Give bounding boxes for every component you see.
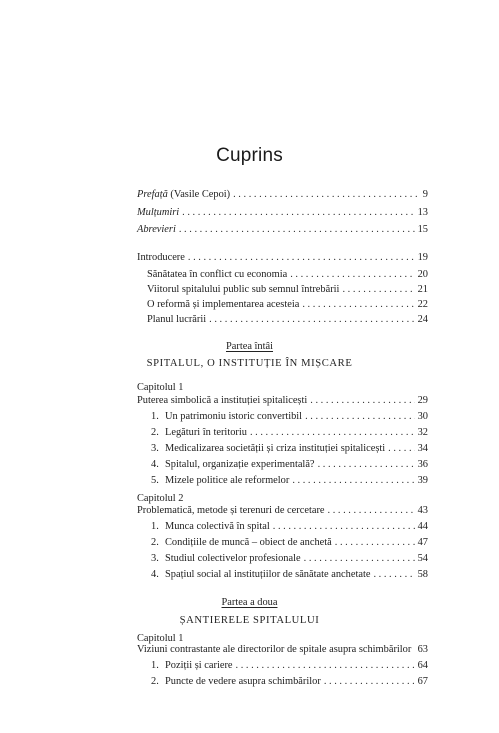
- item-number: 1.: [151, 521, 159, 532]
- page-title: Cuprins: [216, 145, 283, 166]
- leader-dots: [292, 474, 414, 488]
- toc-page-number: 21: [417, 284, 428, 295]
- toc-subentry[interactable]: [151, 474, 428, 488]
- leader-dots: [302, 298, 414, 312]
- part-label: Partea a doua: [221, 597, 278, 608]
- toc-subentry[interactable]: [151, 659, 428, 673]
- toc-subentry[interactable]: [151, 426, 428, 440]
- leader-dots: [290, 268, 414, 282]
- toc-entry-label-suffix: (Vasile Cepoi): [167, 189, 231, 200]
- toc-subentry[interactable]: [147, 298, 428, 312]
- leader-dots: [324, 675, 415, 689]
- chapter-label: Capitolul 1: [137, 633, 184, 644]
- item-number: 1.: [151, 660, 159, 671]
- leader-dots: [335, 536, 415, 550]
- toc-entry-label: Viitorul spitalului public sub semnul întrebării: [147, 284, 340, 295]
- toc-subentry[interactable]: [151, 675, 428, 689]
- toc-entry[interactable]: [137, 206, 428, 220]
- leader-dots: [209, 313, 414, 327]
- toc-entry-label: Sănătatea în conflict cu economia: [147, 269, 288, 280]
- toc-chapter-entry[interactable]: [137, 394, 428, 408]
- toc-entry-label: Planul lucrării: [147, 314, 207, 325]
- toc-page-number: 9: [422, 189, 428, 200]
- toc-page-number: 43: [417, 505, 428, 516]
- item-number: 1.: [151, 411, 159, 422]
- toc-entry-label: Legături în teritoriu: [165, 427, 247, 438]
- item-number: 5.: [151, 475, 159, 486]
- toc-subentry[interactable]: [151, 536, 428, 550]
- toc-page-number: 36: [417, 459, 428, 470]
- toc-entry-label: Puterea simbolică a instituției spitalicești: [137, 395, 308, 406]
- toc-entry-label: Poziții și cariere: [165, 660, 233, 671]
- toc-entry-label: Prefață: [137, 189, 168, 200]
- leader-dots: [182, 206, 414, 220]
- toc-page-number: 13: [417, 207, 428, 218]
- part-label: Partea întâi: [225, 341, 274, 352]
- leader-dots: [328, 504, 415, 518]
- toc-entry-label: Puncte de vedere asupra schimbărilor: [165, 676, 321, 687]
- item-number: 4.: [151, 459, 159, 470]
- toc-subentry[interactable]: [151, 458, 428, 472]
- toc-page-number: 22: [417, 299, 428, 310]
- toc-subentry[interactable]: [151, 442, 428, 456]
- leader-dots: [233, 188, 420, 202]
- toc-page-number: 67: [417, 676, 428, 687]
- toc-subentry[interactable]: [147, 283, 428, 297]
- toc-entry-label: Un patrimoniu istoric convertibil: [165, 411, 303, 422]
- toc-entry-label: Spațiul social al instituțiilor de sănătate anchetate: [165, 569, 371, 580]
- leader-dots: [388, 442, 414, 456]
- toc-page-number: 34: [417, 443, 428, 454]
- toc-page-number: 29: [417, 395, 428, 406]
- part-title: SPITALUL, O INSTITUȚIE ÎN MIȘCARE: [146, 358, 353, 369]
- item-number: 2.: [151, 427, 159, 438]
- toc-subentry[interactable]: [151, 520, 428, 534]
- toc-page-number: 58: [417, 569, 428, 580]
- leader-dots: [310, 394, 414, 408]
- toc-entry[interactable]: [137, 223, 428, 237]
- leader-dots: [273, 520, 415, 534]
- item-number: 2.: [151, 537, 159, 548]
- toc-subentry[interactable]: [151, 568, 428, 582]
- toc-page-number: 19: [417, 252, 428, 263]
- toc-entry[interactable]: [137, 188, 428, 202]
- toc-entry-label: Munca colectivă în spital: [165, 521, 270, 532]
- toc-page-number: 44: [417, 521, 428, 532]
- item-number: 3.: [151, 553, 159, 564]
- toc-entry-introduction[interactable]: [137, 251, 428, 265]
- item-number: 4.: [151, 569, 159, 580]
- chapter-label: Capitolul 1: [137, 382, 184, 393]
- toc-subentry[interactable]: [151, 552, 428, 566]
- toc-page-number: 47: [417, 537, 428, 548]
- toc-page-number: 24: [417, 314, 428, 325]
- toc-page-number: 54: [417, 553, 428, 564]
- leader-dots: [250, 426, 415, 440]
- leader-dots: [236, 659, 415, 673]
- leader-dots: [188, 251, 415, 265]
- leader-dots: [305, 410, 415, 424]
- toc-entry-label: Abrevieri: [137, 224, 176, 235]
- toc-entry-label: Medicalizarea societății și criza instituției spitalicești: [165, 443, 386, 454]
- leader-dots: [179, 223, 415, 237]
- toc-page-number: 63: [417, 644, 428, 655]
- toc-subentry[interactable]: [147, 268, 428, 282]
- leader-dots: [373, 568, 414, 582]
- toc-entry-label: Studiul colectivelor profesionale: [165, 553, 301, 564]
- toc-chapter-entry[interactable]: [137, 643, 428, 657]
- toc-page-number: 20: [417, 269, 428, 280]
- toc-entry-label: Problematică, metode și terenuri de cercetare: [137, 505, 325, 516]
- toc-chapter-entry[interactable]: [137, 504, 428, 518]
- leader-dots: [342, 283, 414, 297]
- leader-dots: [318, 458, 415, 472]
- toc-entry-label: O reformă și implementarea acesteia: [147, 299, 300, 310]
- chapter-label: Capitolul 2: [137, 493, 184, 504]
- part-title: ȘANTIERELE SPITALULUI: [179, 615, 320, 626]
- toc-subentry[interactable]: [147, 313, 428, 327]
- toc-entry-label: Mulțumiri: [137, 207, 180, 218]
- toc-entry-label: Spitalul, organizație experimentală?: [165, 459, 315, 470]
- toc-entry-label: Viziuni contrastante ale directorilor de spitale asupra schimbărilor: [137, 644, 412, 655]
- toc-page-number: 15: [417, 224, 428, 235]
- leader-dots: [304, 552, 415, 566]
- toc-entry-label: Mizele politice ale reformelor: [165, 475, 290, 486]
- item-number: 2.: [151, 676, 159, 687]
- toc-entry-label: Condițiile de muncă – obiect de anchetă: [165, 537, 332, 548]
- toc-page-number: 32: [417, 427, 428, 438]
- toc-page-number: 39: [417, 475, 428, 486]
- toc-subentry[interactable]: [151, 410, 428, 424]
- item-number: 3.: [151, 443, 159, 454]
- toc-entry-label: Introducere: [137, 252, 185, 263]
- toc-page-number: 64: [417, 660, 428, 671]
- toc-page-number: 30: [417, 411, 428, 422]
